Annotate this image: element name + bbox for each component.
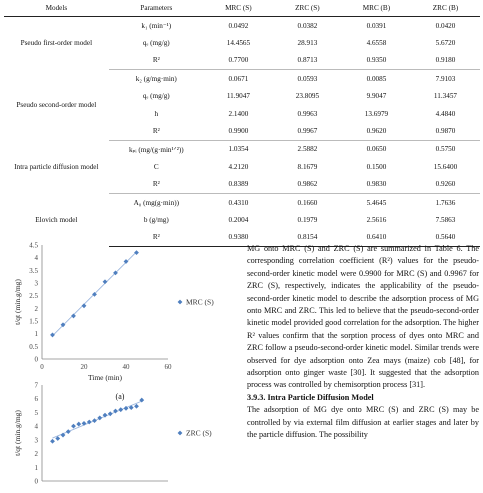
data-point — [82, 303, 87, 308]
data-point — [50, 333, 55, 338]
value-cell: 0.8389 — [204, 176, 273, 194]
parameter-cell: R² — [109, 122, 204, 140]
value-cell: 0.7700 — [204, 52, 273, 70]
value-cell: 0.8154 — [273, 229, 342, 247]
value-cell: 4.4840 — [435, 109, 456, 118]
y-tick-label: 4 — [34, 254, 38, 263]
value-cell: 13.6979 — [364, 109, 389, 118]
y-tick-label: 0 — [34, 355, 38, 364]
y-axis-label: t/qt (min.g/mg) — [13, 410, 22, 456]
y-tick-label: 7 — [34, 381, 38, 390]
value-cell: 0.0593 — [297, 74, 318, 83]
y-tick-label: 0.5 — [29, 342, 38, 351]
value-cell: 23.8095 — [295, 92, 320, 101]
table-row — [4, 140, 480, 158]
data-point — [76, 422, 81, 427]
value-cell: 7.5863 — [435, 215, 456, 224]
value-cell: 11.9047 — [226, 92, 250, 101]
column-header: Parameters — [109, 0, 204, 17]
value-cell: 2.1400 — [228, 109, 249, 118]
y-tick-label: 3.5 — [29, 266, 38, 275]
y-tick-label: 2 — [34, 304, 38, 313]
data-point — [103, 279, 108, 284]
value-cell: 2.5882 — [297, 145, 318, 154]
figure-b — [10, 380, 230, 488]
column-header: MRC (S) — [204, 0, 273, 17]
value-cell: 0.9862 — [273, 176, 342, 194]
value-cell: 0.4310 — [228, 198, 249, 207]
data-point — [82, 421, 87, 426]
value-cell: 0.1660 — [297, 198, 318, 207]
data-point — [71, 424, 76, 429]
value-cell: 0.9620 — [342, 122, 411, 140]
parameter-cell: k₁ (min⁻¹) — [141, 22, 172, 31]
value-cell: 9.9047 — [366, 92, 387, 101]
y-tick-label: 3 — [34, 436, 38, 445]
table-row — [4, 17, 480, 35]
paragraph-1: MG onto MRC (S) and ZRC (S) are summarized in Table 6. The corresponding correlation coefficient (R²) values for the pseudo-second-order kinetic model were 0.9900 for MRC (S) and 0.9967 for ZRC (S), respectively, indicates the applicability of the pseudo-second-order kinetic model to describe the adsorption process of MG onto MRC and ZRC. This led to believe that the pseudo-second-order kinetic model provided good correlation for the adsorption. The higher R² values confirm that the sorption process of dyes onto MRC and ZRC follow a pseudo-second-order kinetic model. Similar trends were observed for dye adsorption onto Zea mays (maize) cob [48], for adsorption onto ginger waste [30]. It suggested that the adsorption process was controlled by chemisorption process [31]. — [247, 244, 479, 390]
parameter-cell: R² — [109, 229, 204, 247]
y-tick-label: 0 — [34, 477, 38, 486]
value-cell: 0.9350 — [342, 52, 411, 70]
table-row — [4, 70, 480, 88]
y-tick-label: 1 — [34, 330, 38, 339]
y-axis-label: t/qt (min.g/mg) — [13, 279, 22, 325]
legend-label: ZRC (S) — [186, 428, 212, 438]
data-point — [50, 439, 55, 444]
value-cell: 0.0382 — [297, 21, 318, 30]
column-header: ZRC (B) — [411, 0, 480, 17]
model-name-cell: Intra particle diffusion model — [14, 162, 99, 171]
y-tick-label: 4.5 — [29, 241, 38, 250]
section-heading: 3.9.3. Intra Particle Diffusion Model — [247, 392, 374, 402]
value-cell: 0.1500 — [366, 162, 387, 171]
data-point — [118, 407, 123, 412]
data-point — [134, 250, 139, 255]
legend-label: MRC (S) — [186, 297, 214, 307]
y-tick-label: 2.5 — [29, 292, 38, 301]
data-point — [124, 259, 129, 264]
column-header: MRC (B) — [342, 0, 411, 17]
value-cell: 0.5750 — [435, 145, 456, 154]
value-cell: 11.3457 — [433, 92, 458, 101]
figure-a-caption: (a) — [115, 392, 125, 401]
parameter-cell: h — [154, 109, 159, 118]
table-row — [4, 193, 480, 211]
parameter-cell: R² — [109, 176, 204, 194]
value-cell: 0.0391 — [366, 21, 387, 30]
legend-marker — [178, 300, 183, 305]
column-header: Models — [4, 0, 109, 17]
x-tick-label: 40 — [122, 363, 130, 371]
column-header: ZRC (S) — [273, 0, 342, 17]
value-cell: 1.7636 — [435, 198, 456, 207]
legend-marker — [178, 431, 183, 436]
chart-zrc-s — [10, 380, 230, 488]
y-tick-label: 1.5 — [29, 317, 38, 326]
x-tick-label: 0 — [40, 363, 44, 371]
data-point — [92, 418, 97, 423]
value-cell: 7.9103 — [435, 74, 456, 83]
y-tick-label: 2 — [34, 450, 38, 459]
value-cell: 0.9967 — [273, 122, 342, 140]
x-axis-label: Time (min) — [87, 373, 123, 382]
data-point — [71, 314, 76, 319]
value-cell: 0.0492 — [228, 21, 249, 30]
y-tick-label: 4 — [34, 422, 38, 431]
value-cell: 0.0420 — [435, 21, 456, 30]
y-tick-label: 6 — [34, 395, 38, 404]
model-name-cell: Pseudo first-order model — [20, 39, 93, 48]
data-point — [134, 404, 139, 409]
model-name-cell: Pseudo second-order model — [16, 100, 97, 109]
value-cell: 28.913 — [297, 39, 318, 48]
value-cell: 5.6720 — [435, 39, 456, 48]
value-cell: 0.9260 — [411, 176, 480, 194]
parameter-cell: qₑ (mg/g) — [142, 92, 170, 101]
value-cell: 0.9963 — [297, 109, 318, 118]
value-cell: 0.9180 — [411, 52, 480, 70]
parameter-cell: k₂ (g/mg·min) — [135, 74, 177, 83]
data-point — [66, 429, 71, 434]
value-cell: 0.9380 — [204, 229, 273, 247]
value-cell: 0.9900 — [204, 122, 273, 140]
value-cell: 0.6410 — [342, 229, 411, 247]
value-cell: 0.0650 — [366, 145, 387, 154]
data-point — [108, 411, 113, 416]
chart-mrc-s — [10, 240, 230, 390]
value-cell: 0.2004 — [228, 215, 249, 224]
value-cell: 4.2120 — [228, 162, 249, 171]
parameter-cell: A₀ (mg(g·min)) — [133, 198, 180, 207]
value-cell: 4.6558 — [366, 39, 387, 48]
model-name-cell: Elovich model — [35, 215, 78, 224]
value-cell: 5.4645 — [366, 198, 387, 207]
value-cell: 0.1979 — [297, 215, 318, 224]
value-cell: 1.0354 — [228, 145, 249, 154]
value-cell: 0.5640 — [411, 229, 480, 247]
parameter-cell: C — [153, 162, 159, 171]
value-cell: 14.4565 — [226, 39, 251, 48]
y-tick-label: 3 — [34, 279, 38, 288]
parameter-cell: qₑ (mg/g) — [142, 39, 170, 48]
table-header-row — [4, 0, 480, 17]
x-tick-label: 20 — [80, 363, 88, 371]
value-cell: 0.9870 — [411, 122, 480, 140]
trend-line — [53, 401, 142, 438]
value-cell: 0.8713 — [273, 52, 342, 70]
value-cell: 2.5616 — [366, 215, 387, 224]
value-cell: 0.0085 — [366, 74, 387, 83]
article-body — [247, 243, 479, 442]
paragraph-2: The adsorption of MG dye onto MRC (S) and ZRC (S) may be controlled by via external film diffusion at earlier stages and later by the particle diffusion. The possibility — [247, 405, 479, 440]
parameter-cell: b (g/mg) — [143, 215, 169, 224]
x-tick-label: 60 — [164, 363, 172, 371]
y-tick-label: 5 — [34, 408, 38, 417]
value-cell: 0.9830 — [342, 176, 411, 194]
y-tick-label: 1 — [34, 463, 38, 472]
parameter-cell: kₚᵢ (mg/(g·min¹ᐟ²)) — [128, 145, 184, 154]
parameter-cell: R² — [109, 52, 204, 70]
value-cell: 0.0671 — [228, 74, 249, 83]
value-cell: 15.6400 — [433, 162, 458, 171]
kinetic-parameters-table — [4, 0, 480, 247]
value-cell: 8.1679 — [297, 162, 318, 171]
